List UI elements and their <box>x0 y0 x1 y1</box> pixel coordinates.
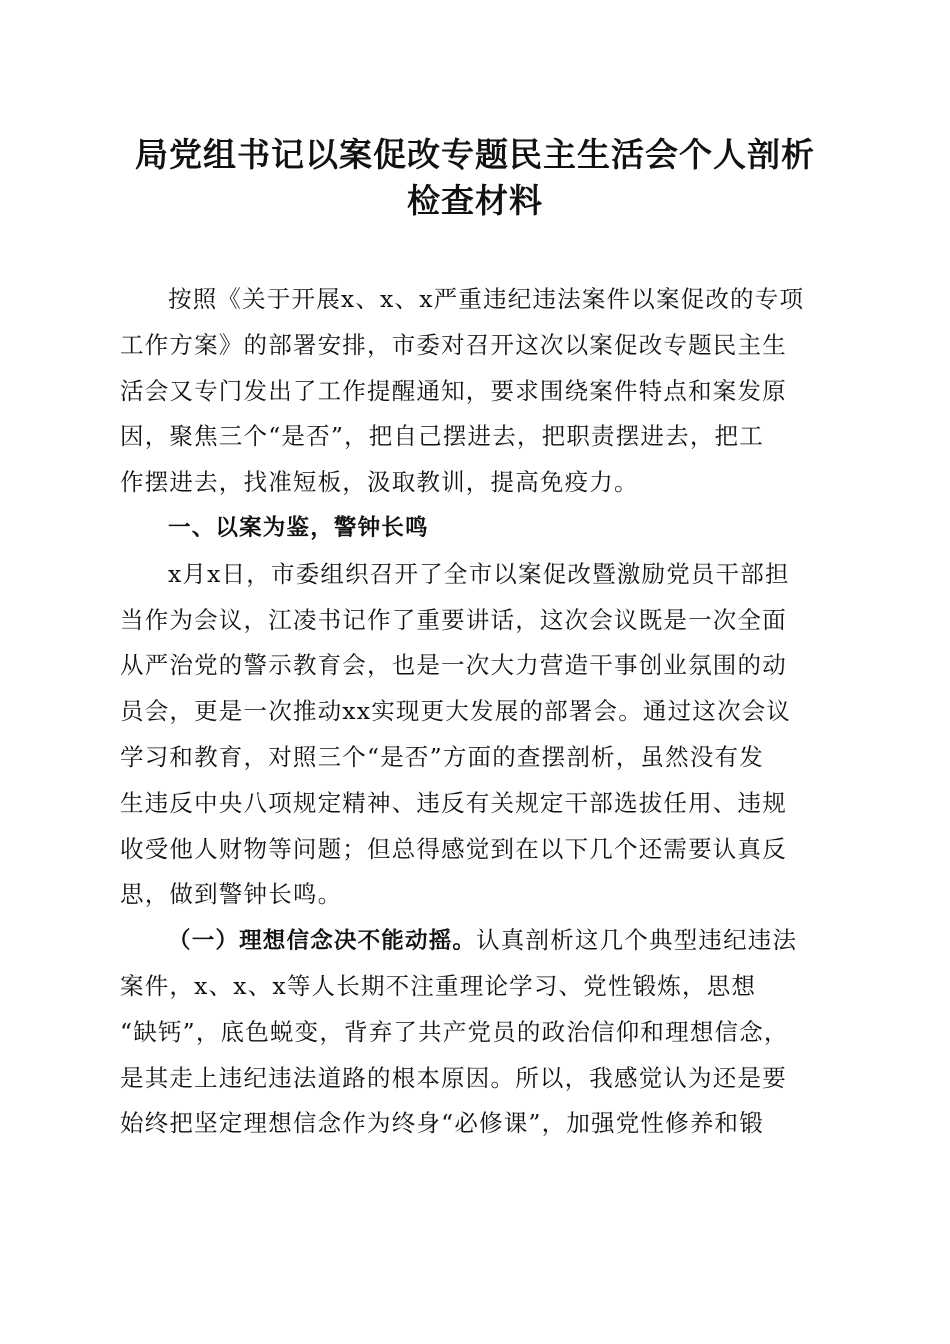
paragraph-line: 因，聚焦三个“是否”，把自己摆进去，把职责摆进去，把工 <box>120 422 764 451</box>
document-title <box>100 132 850 224</box>
paragraph-line: 按照《关于开展x、x、x严重违纪违法案件以案促改的专项 <box>168 285 805 313</box>
title-line-1: 局党组书记以案促改专题民主生活会个人剖析 <box>135 135 815 174</box>
paragraph-line: 思，做到警钟长鸣。 <box>120 880 343 909</box>
paragraph-line: 作摆进去，找准短板，汲取教训，提高免疫力。 <box>120 468 639 497</box>
paragraph-line: 收受他人财物等问题；但总得感觉到在以下几个还需要认真反 <box>120 834 787 863</box>
paragraph-line: 是其走上违纪违法道路的根本原因。所以，我感觉认为还是要 <box>120 1063 787 1092</box>
intro-paragraph <box>120 277 840 506</box>
paragraph-line: “缺钙”，底色蜕变，背弃了共产党员的政治信仰和理想信念， <box>120 1017 789 1046</box>
document-body <box>120 277 840 1147</box>
subsection-lead: （一）理想信念决不能动摇。 <box>168 928 477 955</box>
paragraph-line: 员会，更是一次推动xx实现更大发展的部署会。通过这次会议 <box>120 697 792 726</box>
paragraph-line: 当作为会议，江凌书记作了重要讲话，这次会议既是一次全面 <box>120 605 787 634</box>
paragraph-line: 学习和教育，对照三个“是否”方面的查摆剖析，虽然没有发 <box>120 742 764 771</box>
section1-paragraph <box>120 552 840 918</box>
paragraph-line: 从严治党的警示教育会，也是一次大力营造干事创业氛围的动 <box>120 651 787 680</box>
paragraph-line: 工作方案》的部署安排，市委对召开这次以案促改专题民主生 <box>120 330 787 359</box>
paragraph-line <box>120 918 840 964</box>
paragraph-line: 生违反中央八项规定精神、违反有关规定干部选拔任用、违规 <box>120 788 787 817</box>
paragraph-line: 活会又专门发出了工作提醒通知，要求围绕案件特点和案发原 <box>120 376 787 405</box>
paragraph-line: 案件，x、x、x等人长期不注重理论学习、党性锻炼，思想 <box>120 971 757 1000</box>
subsection1-paragraph <box>120 918 840 1147</box>
section-heading: 一、以案为鉴，警钟长鸣 <box>168 514 429 541</box>
paragraph-line: 始终把坚定理想信念作为终身“必修课”，加强党性修养和锻 <box>120 1109 764 1138</box>
title-line-2: 检查材料 <box>407 181 543 220</box>
subsection-first-line-rest: 认真剖析这几个典型违纪违法 <box>476 926 798 955</box>
paragraph-line: x月x日，市委组织召开了全市以案促改暨激励党员干部担 <box>168 559 790 588</box>
